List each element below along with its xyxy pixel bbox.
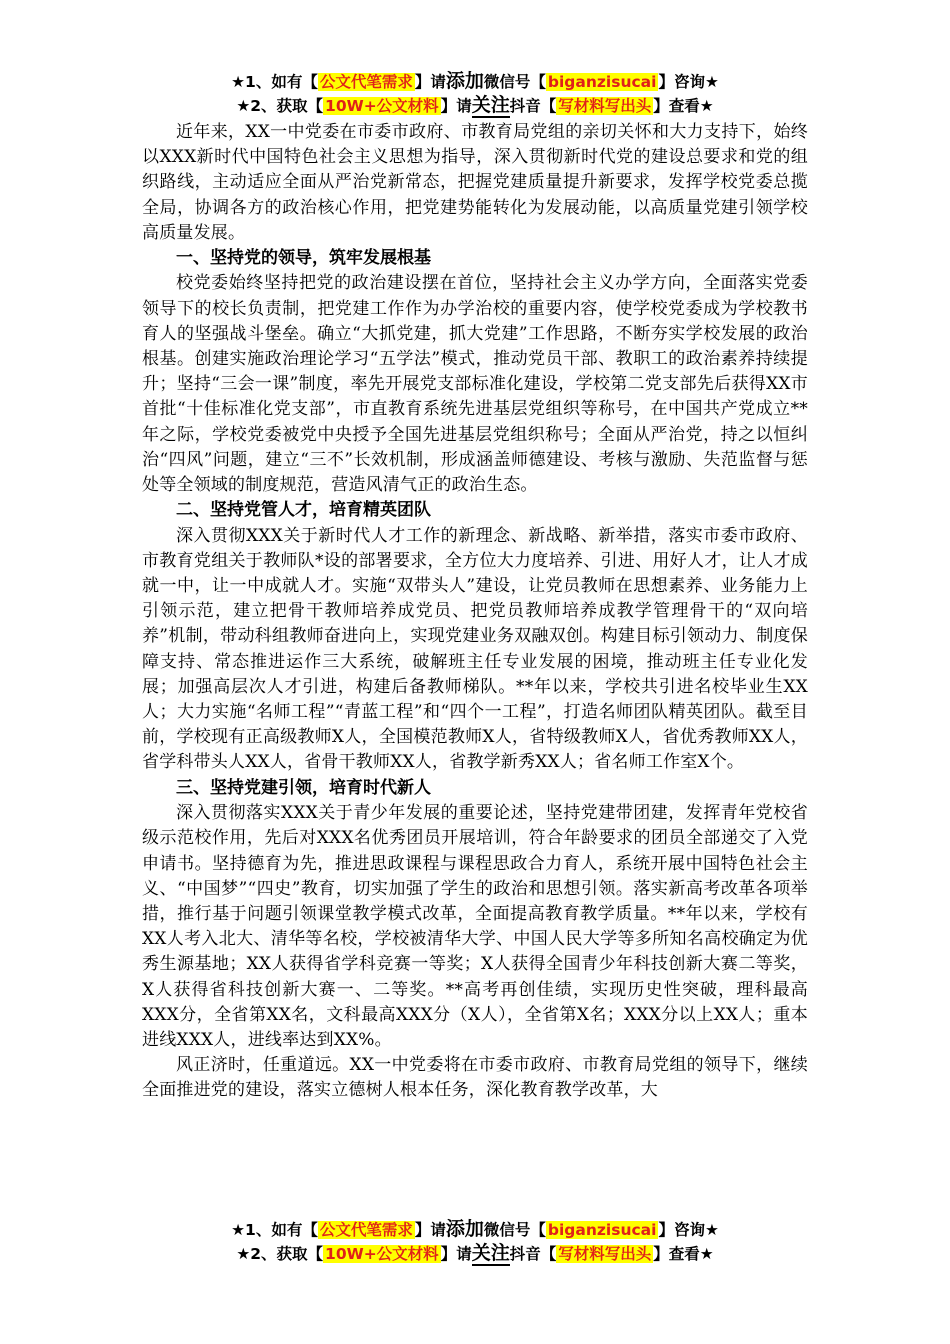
section-paragraph: 深入贯彻落实XXX关于青少年发展的重要论述，坚持党建带团建，发挥青年党校省级示范校作用，先后对XXX名优秀团员开展培训，符合年龄要求的团员全部递交了入党申请书。坚持德育为先，推进思政课程与课程思政合力育人，系统开展中国特色社会主义、“中国梦”“四史”教育，切实加强了学生的政治和思想引领。落实新高考改革各项举措，推行基于问题引领课堂教学模式改革，全面提高教育教学质量。**年以来，学校有XX人考入北大、清华等名校，学校被清华大学、中国人民大学等多所知名高校确定为优秀生源基地；XX人获得省学科竞赛一等奖；X人获得全国青少年科技创新大赛二等奖，X人获得省科技创新大赛一、二等奖。**高考再创佳绩，实现历史性突破，理科最高XXX分，全省第XX名，文科最高XXX分（X人），全省第X名；XXX分以上XX人；重本进线XXX人，进线率达到XX%。 [142, 803, 808, 1050]
banner-text: 抖音【 [509, 97, 557, 115]
banner-text: 微信号【 [483, 73, 546, 91]
banner-text: ★1、如有【 [231, 1221, 318, 1239]
banner-text: 】查看★ [653, 1245, 714, 1263]
banner-line-2 [0, 1242, 950, 1266]
section-heading: 三、坚持党建引领，培育时代新人 [176, 777, 431, 798]
banner-highlight: 写材料写出头 [558, 97, 652, 115]
banner-highlight: 10W+公文材料 [325, 1245, 439, 1263]
banner-emphasis: 添加 [445, 70, 484, 92]
banner-emphasis: 关注 [471, 1242, 510, 1264]
banner-emphasis: 关注 [471, 94, 510, 116]
document-body [142, 120, 808, 1104]
banner-highlight: biganzisucai [547, 1221, 657, 1239]
banner-text: ★2、获取【 [236, 97, 324, 115]
banner-text: 】咨询★ [658, 73, 719, 91]
banner-highlight: 公文代笔需求 [319, 1221, 413, 1239]
banner-highlight: 写材料写出头 [558, 1245, 652, 1263]
closing-paragraph: 风正济时，任重道远。XX一中党委将在市委市政府、市教育局党组的领导下，继续全面推进党的建设，落实立德树人根本任务，深化教育教学改革，大 [142, 1055, 808, 1101]
banner-highlight: biganzisucai [547, 73, 657, 91]
top-banner [0, 70, 950, 118]
banner-text: 】请 [440, 97, 472, 115]
banner-line-2 [0, 94, 950, 118]
bottom-banner [0, 1218, 950, 1266]
banner-text: 抖音【 [509, 1245, 557, 1263]
banner-line-1 [0, 1218, 950, 1242]
section-paragraph: 深入贯彻XXX关于新时代人才工作的新理念、新战略、新举措，落实市委市政府、市教育党组关于教师队*设的部署要求，全方位大力度培养、引进、用好人才，让人才成就一中，让一中成就人才。实施“双带头人”建设，让党员教师在思想素养、业务能力上引领示范，建立把骨干教师培养成党员、把党员教师培养成教学管理骨干的“双向培养”机制，带动科组教师奋进向上，实现党建业务双融双创。构建目标引领动力、制度保障支持、常态推进运作三大系统，破解班主任专业发展的困境，推动班主任专业化发展；加强高层次人才引进，构建后备教师梯队。**年以来，学校共引进名校毕业生XX人；大力实施“名师工程”“青蓝工程”和“四个一工程”，打造名师团队精英团队。截至目前，学校现有正高级教师X人，全国模范教师X人，省特级教师X人，省优秀教师XX人，省学科带头人XX人，省骨干教师XX人，省教学新秀XX人；省名师工作室X个。 [142, 525, 808, 773]
intro-paragraph: 近年来，XX一中党委在市委市政府、市教育局党组的亲切关怀和大力支持下，始终以XXX新时代中国特色社会主义思想为指导，深入贯彻新时代党的建设总要求和党的组织路线，主动适应全面从严治党新常态，把握党建质量提升新要求，发挥学校党委总揽全局，协调各方的政治核心作用，把党建势能转化为发展动能，以高质量党建引领学校高质量发展。 [142, 122, 808, 243]
section-heading: 一、坚持党的领导，筑牢发展根基 [176, 248, 431, 269]
banner-text: ★2、获取【 [236, 1245, 324, 1263]
banner-text: 】请 [414, 1221, 446, 1239]
banner-text: ★1、如有【 [231, 73, 318, 91]
banner-text: 】咨询★ [658, 1221, 719, 1239]
banner-line-1 [0, 70, 950, 94]
banner-emphasis: 添加 [445, 1218, 484, 1240]
banner-text: 】查看★ [653, 97, 714, 115]
section-heading: 二、坚持党管人才，培育精英团队 [176, 500, 431, 521]
banner-text: 】请 [440, 1245, 472, 1263]
banner-highlight: 10W+公文材料 [325, 97, 439, 115]
banner-highlight: 公文代笔需求 [319, 73, 413, 91]
banner-text: 微信号【 [483, 1221, 546, 1239]
banner-text: 】请 [414, 73, 446, 91]
section-paragraph: 校党委始终坚持把党的政治建设摆在首位，坚持社会主义办学方向，全面落实党委领导下的校长负责制，把党建工作作为办学治校的重要内容，使学校党委成为学校教书育人的坚强战斗堡垒。确立“大抓党建，抓大党建”工作思路，不断夯实学校发展的政治根基。创建实施政治理论学习“五学法”模式，推动党员干部、教职工的政治素养持续提升；坚持“三会一课”制度，率先开展党支部标准化建设，学校第二党支部先后获得XX市首批“十佳标准化党支部”，市直教育系统先进基层党组织等称号，在中国共产党成立**年之际，学校党委被党中央授予全国先进基层党组织称号；全面从严治党，持之以恒纠治“四风”问题，建立“三不”长效机制，形成涵盖师德建设、考核与激励、失范监督与惩处等全领域的制度规范，营造风清气正的政治生态。 [142, 273, 808, 496]
